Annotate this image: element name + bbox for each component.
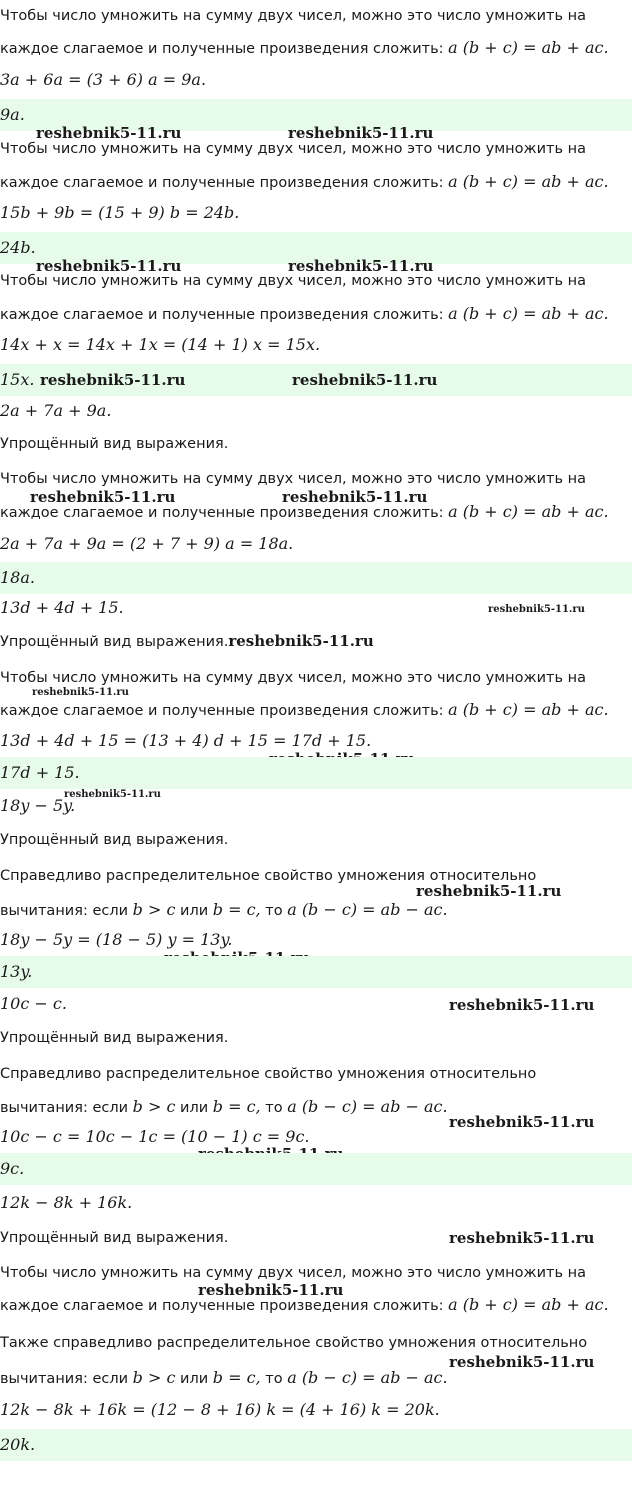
answer-box: 9a. bbox=[0, 99, 632, 131]
answer-box: 24b. bbox=[0, 232, 632, 264]
rule-text: каждое слагаемое и полученные произведения сложить: a (b + c) = ab + ac. bbox=[0, 700, 609, 719]
rule-text: вычитания: если b > c или b = c, то a (b − c) = ab − ac. bbox=[0, 900, 448, 919]
watermark: reshebnik5-11.ru bbox=[449, 1353, 595, 1371]
solution: 14x + x = 14x + 1x = (14 + 1) x = 15x. bbox=[0, 335, 321, 354]
formula: a (b + c) = ab + ac. bbox=[448, 38, 609, 57]
solution: 15b + 9b = (15 + 9) b = 24b. bbox=[0, 203, 240, 222]
watermark: reshebnik5-11.ru bbox=[288, 257, 434, 275]
simplified-label: Упрощённый вид выражения.reshebnik5-11.ru bbox=[0, 632, 374, 650]
rule-text: Справедливо распределительное свойство умножения относительно bbox=[0, 1066, 537, 1082]
answer-box: 13y. bbox=[0, 956, 632, 988]
rule-text: Чтобы число умножить на сумму двух чисел, можно это число умножить на bbox=[0, 471, 586, 487]
watermark: reshebnik5-11.ru bbox=[198, 1281, 344, 1299]
rule-text: каждое слагаемое и полученные произведения сложить: a (b + c) = ab + ac. bbox=[0, 502, 609, 521]
rule-text: Чтобы число умножить на сумму двух чисел, можно это число умножить на bbox=[0, 273, 586, 289]
answer-box: 20k. bbox=[0, 1429, 632, 1461]
watermark: reshebnik5-11.ru bbox=[449, 996, 595, 1014]
answer-box: 15x. bbox=[0, 364, 632, 396]
simplified-label: Упрощённый вид выражения. bbox=[0, 1230, 229, 1246]
rule-text: каждое слагаемое и полученные произведения сложить: a (b + c) = ab + ac. bbox=[0, 1295, 609, 1314]
rule-text: вычитания: если b > c или b = c, то a (b − c) = ab − ac. bbox=[0, 1097, 448, 1116]
formula: a (b − c) = ab − ac. bbox=[287, 1097, 448, 1116]
watermark: reshebnik5-11.ru bbox=[449, 1229, 595, 1247]
rule-text: вычитания: если b > c или b = c, то a (b − c) = ab − ac. bbox=[0, 1368, 448, 1387]
formula: a (b − c) = ab − ac. bbox=[287, 1368, 448, 1387]
simplified-label: Упрощённый вид выражения. bbox=[0, 1030, 229, 1046]
watermark: reshebnik5-11.ru bbox=[282, 488, 428, 506]
rule-text: каждое слагаемое и полученные произведения сложить: a (b + c) = ab + ac. bbox=[0, 304, 609, 323]
watermark: reshebnik5-11.ru bbox=[40, 371, 186, 389]
formula: a (b + c) = ab + ac. bbox=[448, 172, 609, 191]
rule-text: каждое слагаемое и полученные произведения сложить: a (b + c) = ab + ac. bbox=[0, 172, 609, 191]
watermark: reshebnik5-11.ru bbox=[36, 257, 182, 275]
answer-box: 9c. bbox=[0, 1153, 632, 1185]
watermark: reshebnik5-11.ru bbox=[488, 604, 585, 615]
answer-box: 18a. bbox=[0, 562, 632, 594]
formula: a (b + c) = ab + ac. bbox=[448, 502, 609, 521]
task-expression: 13d + 4d + 15. bbox=[0, 598, 124, 617]
answer-box: 17d + 15. bbox=[0, 757, 632, 789]
simplified-label: Упрощённый вид выражения. bbox=[0, 436, 229, 452]
watermark: reshebnik5-11.ru bbox=[32, 687, 129, 698]
watermark: reshebnik5-11.ru bbox=[449, 1113, 595, 1131]
rule-text: Чтобы число умножить на сумму двух чисел, можно это число умножить на bbox=[0, 141, 586, 157]
solution: 12k − 8k + 16k = (12 − 8 + 16) k = (4 + 16) k = 20k. bbox=[0, 1400, 440, 1419]
task-expression: 10c − c. bbox=[0, 994, 67, 1013]
watermark: reshebnik5-11.ru bbox=[228, 632, 374, 650]
watermark: reshebnik5-11.ru bbox=[288, 124, 434, 142]
rule-text: Чтобы число умножить на сумму двух чисел, можно это число умножить на bbox=[0, 8, 586, 24]
rule-text: Также справедливо распределительное свойство умножения относительно bbox=[0, 1335, 588, 1351]
formula: a (b + c) = ab + ac. bbox=[448, 1295, 609, 1314]
formula: a (b + c) = ab + ac. bbox=[448, 700, 609, 719]
task-expression: 18y − 5y. bbox=[0, 796, 76, 815]
solution: 18y − 5y = (18 − 5) y = 13y. bbox=[0, 930, 233, 949]
watermark: reshebnik5-11.ru bbox=[292, 371, 438, 389]
watermark: reshebnik5-11.ru bbox=[416, 882, 562, 900]
task-expression: 2a + 7a + 9a. bbox=[0, 401, 112, 420]
formula: a (b + c) = ab + ac. bbox=[448, 304, 609, 323]
watermark: reshebnik5-11.ru bbox=[64, 789, 161, 800]
solution: 3a + 6a = (3 + 6) a = 9a. bbox=[0, 70, 207, 89]
rule-text: Чтобы число умножить на сумму двух чисел, можно это число умножить на bbox=[0, 1265, 586, 1281]
task-expression: 12k − 8k + 16k. bbox=[0, 1193, 133, 1212]
rule-text: Справедливо распределительное свойство умножения относительно bbox=[0, 868, 537, 884]
formula: a (b − c) = ab − ac. bbox=[287, 900, 448, 919]
watermark: reshebnik5-11.ru bbox=[36, 124, 182, 142]
solution: 2a + 7a + 9a = (2 + 7 + 9) a = 18a. bbox=[0, 534, 294, 553]
solution: 13d + 4d + 15 = (13 + 4) d + 15 = 17d + 15. bbox=[0, 731, 372, 750]
solution: 10c − c = 10c − 1c = (10 − 1) c = 9c. bbox=[0, 1127, 310, 1146]
rule-text: каждое слагаемое и полученные произведения сложить: a (b + c) = ab + ac. bbox=[0, 38, 609, 57]
watermark: reshebnik5-11.ru bbox=[30, 488, 176, 506]
simplified-label: Упрощённый вид выражения. bbox=[0, 832, 229, 848]
rule-text: Чтобы число умножить на сумму двух чисел, можно это число умножить на bbox=[0, 670, 586, 686]
